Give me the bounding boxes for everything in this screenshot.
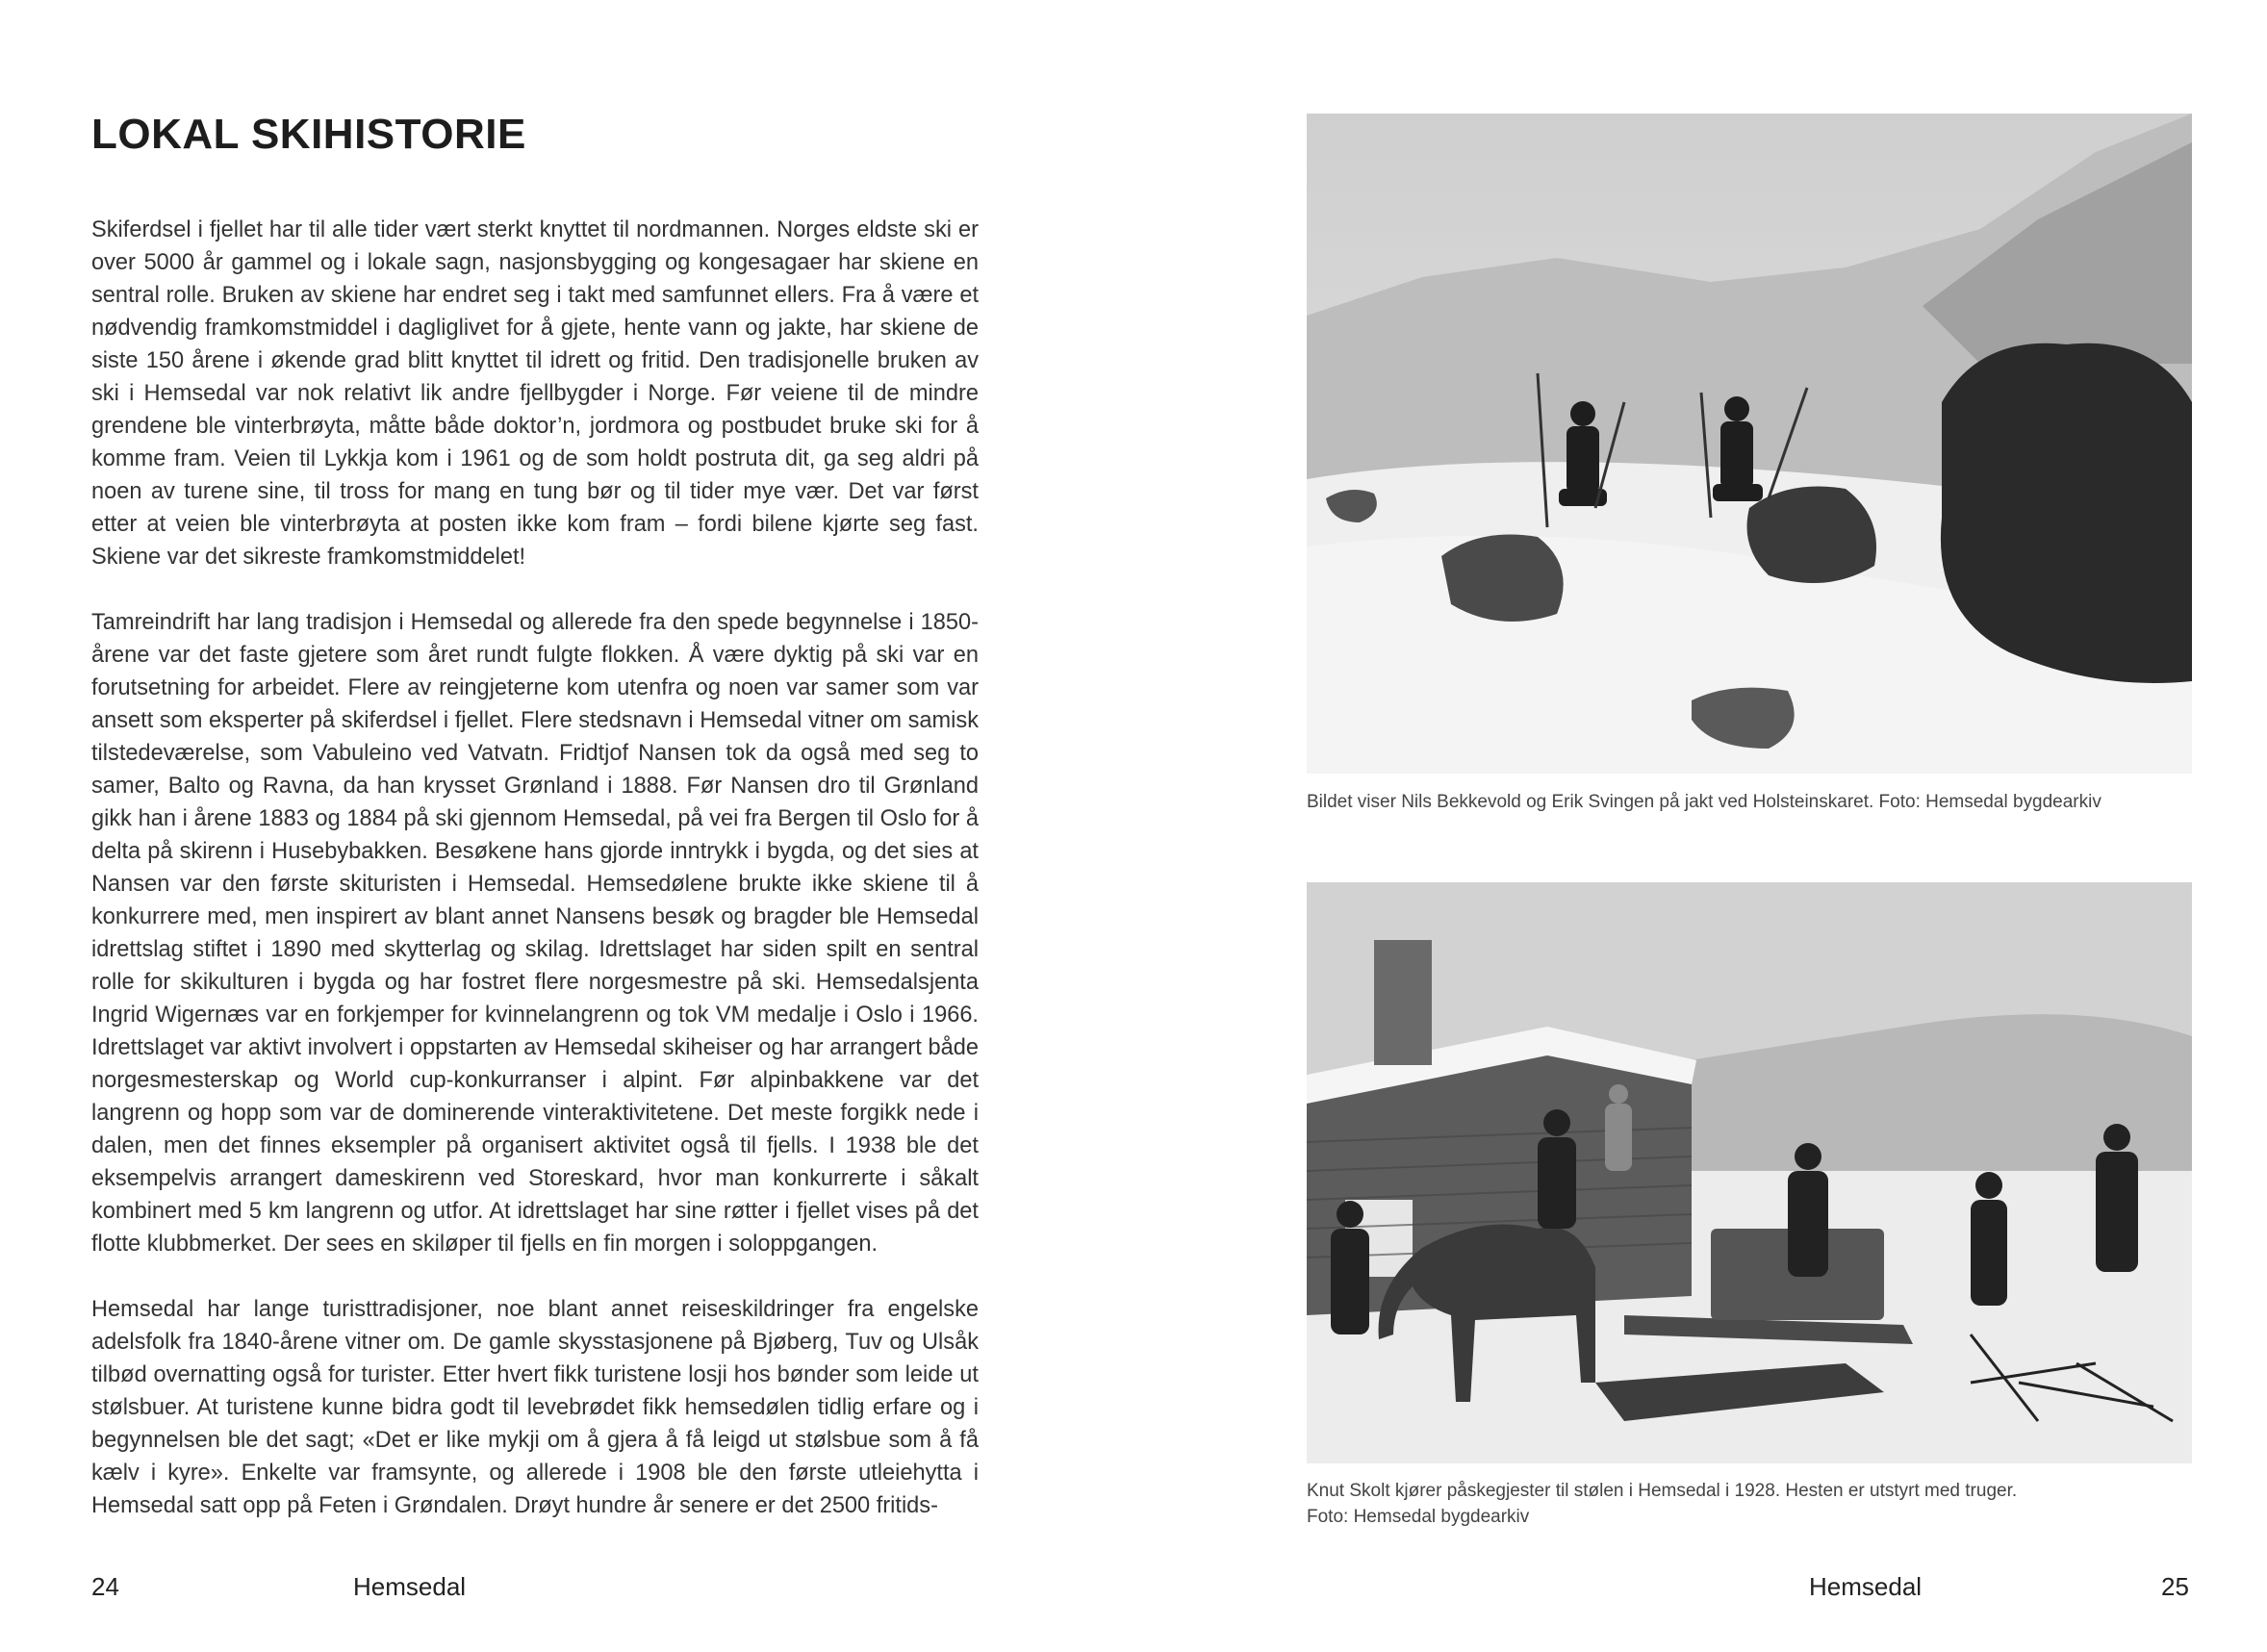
page-title: LOKAL SKIHISTORIE — [91, 111, 526, 158]
running-title-left: Hemsedal — [353, 1572, 467, 1601]
photo-caption-2-line-2: Foto: Hemsedal bygdearkiv — [1307, 1507, 1530, 1527]
photo-hunters-mountain — [1307, 114, 2192, 774]
photo-caption-1: Bildet viser Nils Bekkevold og Erik Svingen på jakt ved Holsteinskaret. Foto: Hemsedal bygdearkiv — [1307, 792, 2101, 812]
article-body — [91, 214, 979, 1522]
paragraph-2: Tamreindrift har lang tradisjon i Hemsedal og allerede fra den spede begynnelse i 1850-årene var det faste gjetere som året rundt fulgte flokken. Å være dyktig på ski var en forutsetning for arbeidet. Flere av reingjeterne kom utenfra og noen var samer som var ansett som eksperter på skiferdsel i fjellet. Flere stedsnavn i Hemsedal vitner om samisk tilstedeværelse, som Vabuleino ved Vatvatn. Fridtjof Nansen tok da også med seg to samer, Balto og Ravna, da han krysset Grønland i 1888. Før Nansen dro til Grønland gikk han i årene 1883 og 1884 på ski gjennom Hemsedal, på vei fra Bergen til Oslo for å delta på skirenn i Husebybakken. Besøkene hans gjorde inntrykk i bygda, og det sies at Nansen var den første skituristen i Hemsedal. Hemsedølene brukte ikke skiene til å konkurrere med, men inspirert av blant annet Nansens besøk og bragder ble Hemsedal idrettslag stiftet i 1890 med skytterlag og skilag. Idrettslaget har siden spilt en sentral rolle for skikulturen i bygda og har fostret flere norgesmestre på ski. Hemsedalsjenta Ingrid Wigernæs var en forkjemper for kvinnelangrenn og tok VM medalje i Oslo i 1966. Idrettslaget var aktivt involvert i oppstarten av Hemsedal skiheiser og har arrangert både norgesmesterskap og World cup-konkurranser i alpint. Før alpinbakkene var det langrenn og hopp som var de dominerende vinteraktivitetene. Det meste forgikk nede i dalen, men det finnes eksempler på organisert aktivitet også til fjells. I 1938 ble det eksempelvis arrangert dameskirenn ved Storeskard, hvor man konkurrerte i såkalt kombinert med 5 km langrenn og utfor. At idrettslaget har sine røtter i fjellet vises på det flotte klubbmerket. Der sees en skiløper til fjells en fin morgen i soloppgangen. — [91, 610, 979, 1257]
photo-caption-2 — [1307, 1478, 2202, 1530]
photo-horse-sled-illustration — [1307, 882, 2192, 1463]
left-page-content — [91, 96, 979, 1522]
photo-caption-2-line-1: Knut Skolt kjører påskegjester til stølen i Hemsedal i 1928. Hesten er utstyrt med truger. — [1307, 1481, 2018, 1501]
paragraph-1: Skiferdsel i fjellet har til alle tider vært sterkt knyttet til nordmannen. Norges eldste ski er over 5000 år gammel og i lokale sagn, nasjonsbygging og kongesagaer har skiene en sentral rolle. Bruken av skiene har endret seg i takt med samfunnet ellers. Fra å være et nødvendig framkomstmiddel i dagliglivet for å gjete, hente vann og jakte, har skiene de siste 150 årene i økende grad blitt knyttet til idrett og fritid. Den tradisjonelle bruken av ski i Hemsedal var nok relativt lik andre fjellbygder i Norge. Før veiene til de mindre grendene ble vinterbrøyta, måtte både doktor’n, jordmora og postbudet bruke ski for å komme fram. Veien til Lykkja kom i 1961 og de som holdt postruta dit, ga seg aldri på noen av turene sine, til tross for mang en tung bør og til tider mye vær. Det var først etter at veien ble vinterbrøyta at posten ikke kom fram – fordi bilene kjørte seg fast. Skiene var det sikreste framkomstmiddelet! — [91, 217, 979, 570]
photo-horse-sled — [1307, 882, 2192, 1463]
photo-hunters-illustration — [1307, 114, 2192, 774]
paragraph-3: Hemsedal har lange turisttradisjoner, noe blant annet reiseskildringer fra engelske adelsfolk fra 1840-årene vitner om. De gamle skysstasjonene på Bjøberg, Tuv og Ulsåk tilbød overnatting også for turister. Etter hvert fikk turistene losji hos bønder som leide ut stølsbuer. At turistene kunne bidra godt til levebrødet fikk hemsedølen tidlig erfare og i begynnelsen ble det sagt; «Det er like mykji om å gjera å få leigd ut stølsbue som å få kælv i kyre». Enkelte var framsynte, og allerede i 1908 ble den første utleiehytta i Hemsedal satt opp på Feten i Grøndalen. Drøyt hundre år senere er det 2500 fritids- — [91, 1297, 979, 1518]
running-title-right: Hemsedal — [1809, 1572, 1923, 1601]
page-number-left: 24 — [91, 1572, 119, 1601]
page-number-right: 25 — [2161, 1572, 2189, 1601]
